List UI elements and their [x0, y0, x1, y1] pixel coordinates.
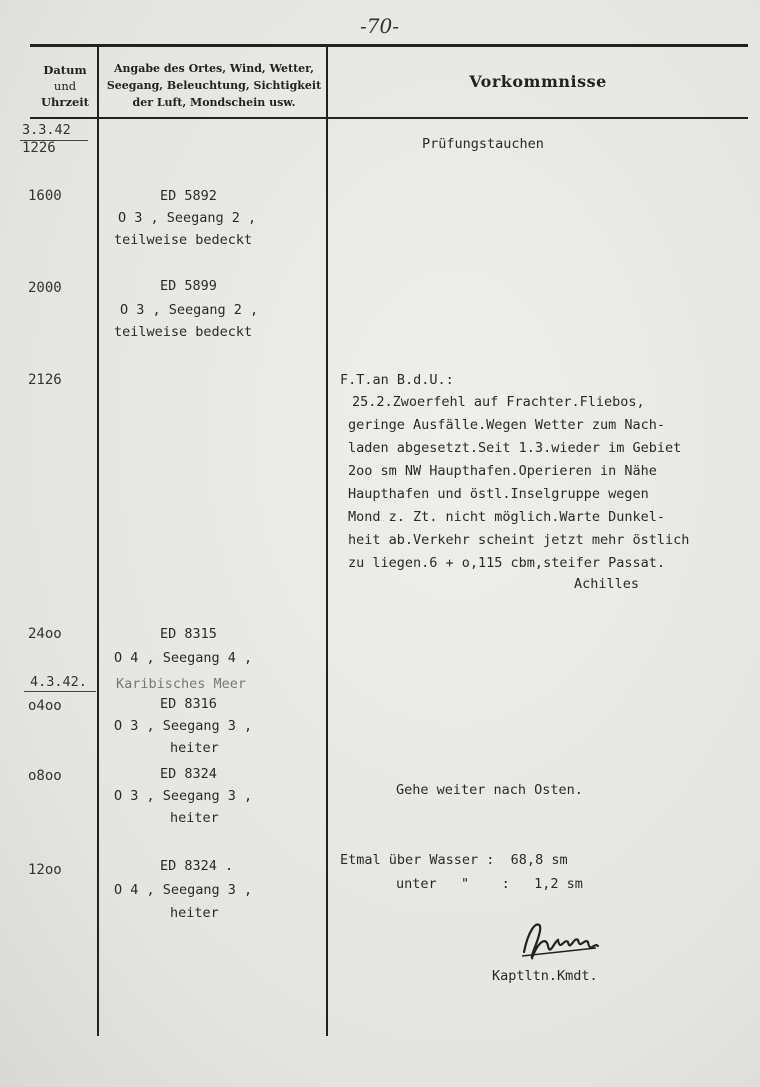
entry-date: 3.3.42	[22, 122, 71, 138]
message-line: laden abgesetzt.Seit 1.3.wieder im Gebiet	[348, 440, 682, 456]
entry-time: 12oo	[28, 862, 62, 878]
etmal-under-water: unter " : 1,2 sm	[396, 876, 583, 892]
header-location-weather: Angabe des Ortes, Wind, Wetter, Seegang, Beleuchtung, Sichtigkeit der Luft, Mondschein usw.	[106, 62, 322, 109]
entry-weather: teilweise bedeckt	[114, 232, 253, 248]
message-line: geringe Ausfälle.Wegen Wetter zum Nach-	[348, 417, 665, 433]
entry-wind-sea: O 4 , Seegang 3 ,	[114, 882, 253, 898]
column-divider-1	[97, 46, 99, 1036]
entry-grid-square: ED 5899	[160, 278, 217, 294]
page-number: -70-	[360, 14, 399, 38]
entry-wind-sea: O 3 , Seegang 3 ,	[114, 788, 253, 804]
message-line: zu liegen.6 + o,115 cbm,steifer Passat.	[348, 555, 665, 571]
entry-time: 1226	[22, 140, 56, 156]
entry-time: o4oo	[28, 698, 62, 714]
entry-time: 2126	[28, 372, 62, 388]
header-bottom-rule	[30, 117, 748, 119]
entry-grid-square: ED 5892	[160, 188, 217, 204]
message-line: F.T.an B.d.U.:	[340, 372, 454, 388]
date-rule	[24, 691, 96, 692]
header-top-rule	[30, 44, 748, 47]
entry-weather: teilweise bedeckt	[114, 324, 253, 340]
entry-time: 2000	[28, 280, 62, 296]
entry-grid-square: ED 8324 .	[160, 858, 234, 874]
entry-weather: heiter	[170, 905, 219, 921]
message-signature: Achilles	[574, 576, 640, 592]
entry-wind-sea: O 3 , Seegang 2 ,	[118, 210, 257, 226]
header-events: Vorkommnisse	[469, 72, 607, 91]
entry-event: Gehe weiter nach Osten.	[396, 782, 583, 798]
entry-date: 4.3.42.	[30, 674, 87, 690]
entry-time: 1600	[28, 188, 62, 204]
entry-time: o8oo	[28, 768, 62, 784]
entry-weather: heiter	[170, 810, 219, 826]
entry-time: 24oo	[28, 626, 62, 642]
entry-event: Prüfungstauchen	[422, 136, 544, 152]
message-line: Mond z. Zt. nicht möglich.Warte Dunkel-	[348, 509, 665, 525]
entry-wind-sea: O 4 , Seegang 4 ,	[114, 650, 253, 666]
entry-grid-square: ED 8316	[160, 696, 217, 712]
entry-sea-area: Karibisches Meer	[116, 676, 247, 692]
entry-weather: heiter	[170, 740, 219, 756]
etmal-over-water: Etmal über Wasser : 68,8 sm	[340, 852, 568, 868]
entry-grid-square: ED 8315	[160, 626, 217, 642]
column-divider-2	[326, 46, 328, 1036]
message-line: heit ab.Verkehr scheint jetzt mehr östlich	[348, 532, 690, 548]
signature-title: Kaptltn.Kmdt.	[492, 968, 598, 984]
message-line: Haupthafen und östl.Inselgruppe wegen	[348, 486, 649, 502]
header-date-time: Datum und Uhrzeit	[41, 63, 89, 109]
message-line: 25.2.Zwoerfehl auf Frachter.Fliebos,	[352, 394, 645, 410]
entry-wind-sea: O 3 , Seegang 2 ,	[120, 302, 259, 318]
entry-wind-sea: O 3 , Seegang 3 ,	[114, 718, 253, 734]
entry-grid-square: ED 8324	[160, 766, 217, 782]
message-line: 2oo sm NW Haupthafen.Operieren in Nähe	[348, 463, 657, 479]
handwritten-signature	[518, 912, 602, 968]
